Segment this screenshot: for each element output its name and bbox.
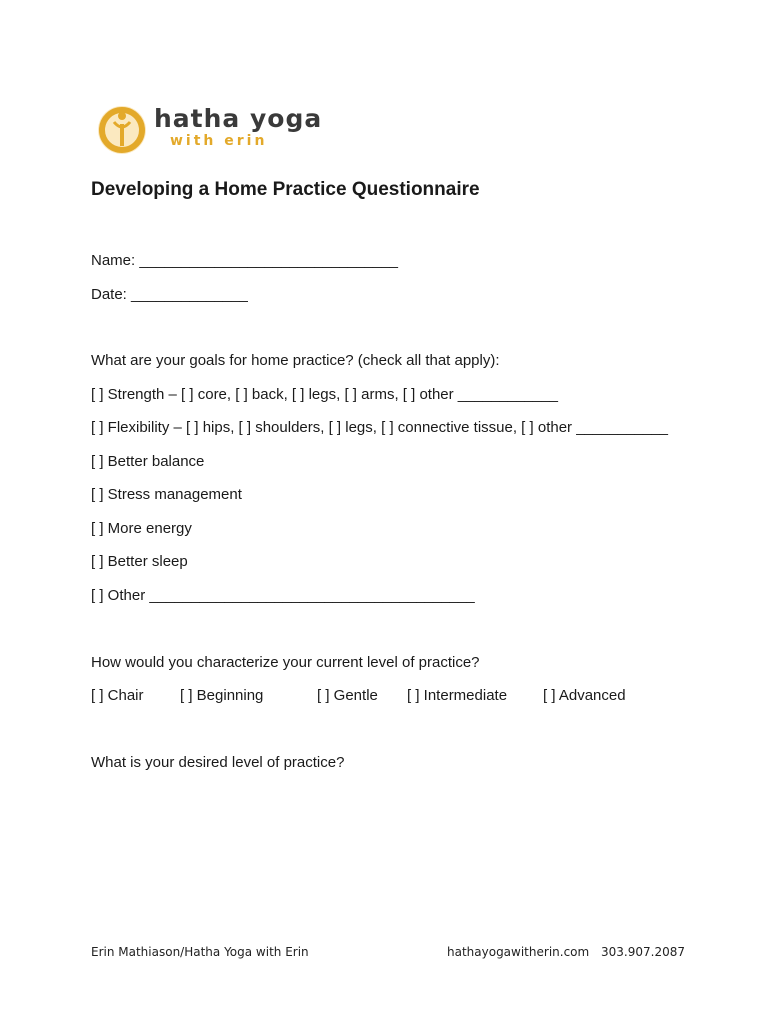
date-field[interactable]: Date: ______________ xyxy=(91,286,248,303)
goal-option-sleep[interactable]: [ ] Better sleep xyxy=(91,553,188,570)
name-field[interactable]: Name: _______________________________ xyxy=(91,252,398,269)
footer-author: Erin Mathiason/Hatha Yoga with Erin xyxy=(91,945,309,959)
goal-option-other[interactable]: [ ] Other _______________________________________ xyxy=(91,587,475,604)
goal-option-energy[interactable]: [ ] More energy xyxy=(91,520,192,537)
desired-level-question: What is your desired level of practice? xyxy=(91,754,345,771)
level-option-chair[interactable]: [ ] Chair xyxy=(91,687,144,704)
level-option-intermediate[interactable]: [ ] Intermediate xyxy=(407,687,508,704)
logo xyxy=(94,100,323,160)
level-option-gentle[interactable]: [ ] Gentle xyxy=(317,687,378,704)
current-level-question: How would you characterize your current level of practice? xyxy=(91,654,480,671)
logo-mark xyxy=(94,100,154,160)
goal-option-balance[interactable]: [ ] Better balance xyxy=(91,453,205,470)
logo-main-text: hatha yoga xyxy=(154,104,323,133)
logo-sub-text: with erin xyxy=(170,133,268,149)
goal-option-flexibility[interactable]: [ ] Flexibility – [ ] hips, [ ] shoulders, [ ] legs, [ ] connective tissue, [ ] other ___________ xyxy=(91,419,668,436)
goal-option-strength[interactable]: [ ] Strength – [ ] core, [ ] back, [ ] legs, [ ] arms, [ ] other ____________ xyxy=(91,386,558,403)
page-title: Developing a Home Practice Questionnaire xyxy=(91,179,480,200)
footer-website[interactable]: hathayogawitherin.com xyxy=(447,945,590,959)
footer-phone: 303.907.2087 xyxy=(601,945,685,959)
goal-option-stress[interactable]: [ ] Stress management xyxy=(91,486,242,503)
level-option-advanced[interactable]: [ ] Advanced xyxy=(543,687,626,704)
level-option-beginning[interactable]: [ ] Beginning xyxy=(180,687,264,704)
goals-question: What are your goals for home practice? (check all that apply): xyxy=(91,352,500,369)
